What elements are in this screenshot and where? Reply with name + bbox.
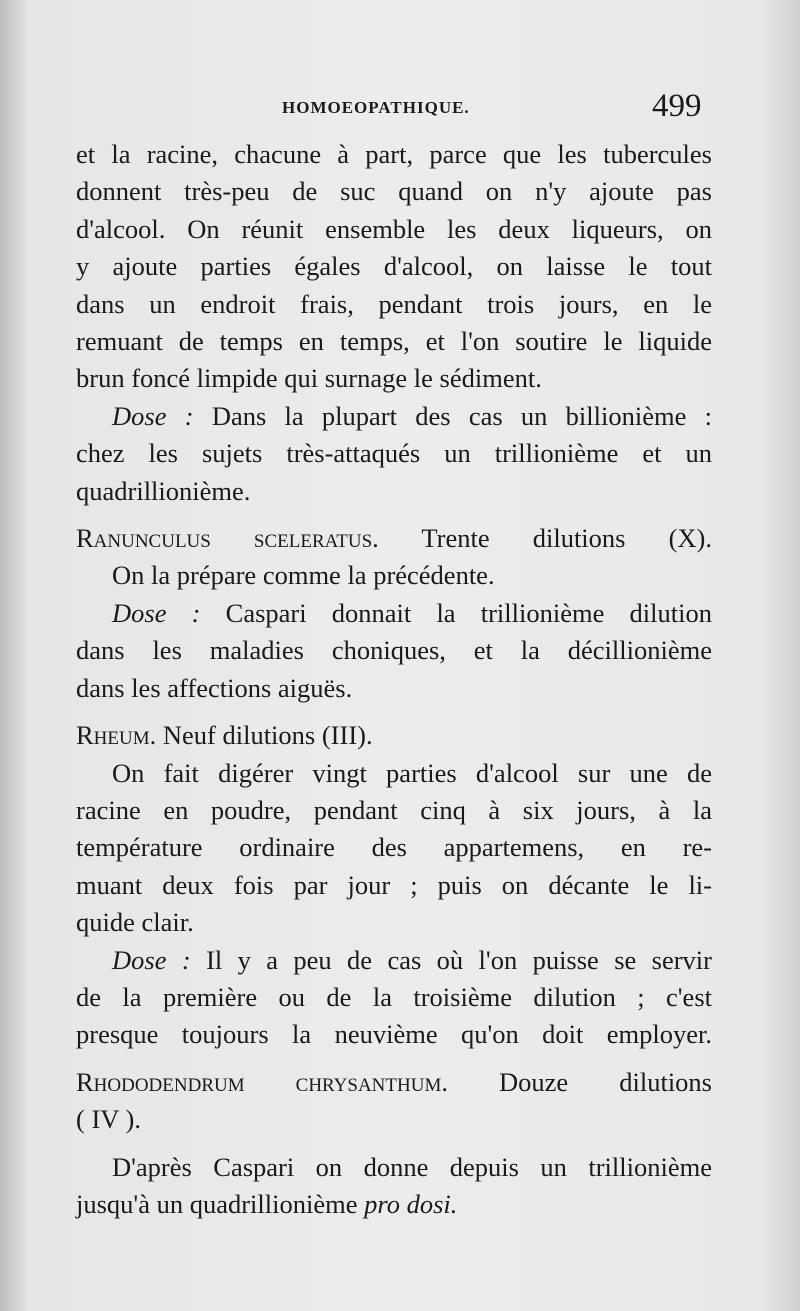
remedy-heading	[76, 520, 712, 557]
text-line: ( IV ).	[76, 1104, 142, 1135]
text-line: d'alcool. On réunit ensemble les deux liqueurs, on	[76, 213, 712, 244]
dose-line	[76, 595, 712, 632]
text-line: chez les sujets très-attaqués un trillionième et un	[76, 438, 712, 469]
paragraph-gap	[76, 1054, 712, 1064]
text-line: On la prépare comme la précédente.	[112, 560, 495, 591]
remedy-dilutions: Neuf dilutions (III).	[162, 720, 373, 751]
text-line: brun foncé limpide qui surnage le sédiment.	[76, 363, 542, 394]
text-line	[76, 1186, 712, 1223]
text-line: quadrillionième.	[76, 475, 251, 506]
dose-line	[76, 942, 712, 979]
text-line: dans un endroit frais, pendant trois jours, en le	[76, 288, 712, 319]
dose-label: Dose :	[112, 944, 191, 975]
paragraph-gap	[76, 707, 712, 717]
text-line: de la première ou de la troisième dilution ; c'est	[76, 981, 712, 1012]
remedy-heading	[76, 1064, 712, 1101]
dose-text: Caspari donnait la trillionième dilution	[225, 597, 713, 628]
page-number: 499	[652, 88, 702, 124]
dose-text: Il y a peu de cas où l'on puisse se servir	[206, 944, 712, 975]
remedy-name: Ranunculus sceleratus.	[76, 523, 379, 554]
text-fragment: jusqu'à un quadrillionième	[76, 1188, 358, 1219]
remedy-name: Rheum.	[76, 720, 157, 751]
text-line: On fait digérer vingt parties d'alcool sur une de	[112, 757, 712, 788]
dose-text: Dans la plupart des cas un billionième :	[211, 400, 712, 431]
remedy-heading	[76, 717, 712, 754]
dose-label: Dose :	[112, 597, 201, 628]
italic-phrase: pro dosi.	[364, 1188, 458, 1219]
page-body	[76, 136, 712, 1223]
text-line: D'après Caspari on donne depuis un trillionième	[112, 1151, 712, 1182]
text-line: dans les maladies choniques, et la décillionième	[76, 635, 712, 666]
paragraph-gap	[76, 1139, 712, 1149]
text-line: donnent très-peu de suc quand on n'y ajoute pas	[76, 176, 712, 207]
text-line: et la racine, chacune à part, parce que les tubercules	[76, 139, 712, 169]
text-line: y ajoute parties égales d'alcool, on laisse le tout	[76, 251, 712, 282]
text-line: température ordinaire des appartemens, en re-	[76, 832, 712, 863]
dose-line	[76, 398, 712, 435]
paragraph-gap	[76, 510, 712, 520]
remedy-dilutions: Trente dilutions (X).	[421, 523, 712, 554]
page-header	[0, 88, 800, 132]
text-line: quide clair.	[76, 907, 194, 938]
text-line: remuant de temps en temps, et l'on soutire le liquide	[76, 326, 712, 357]
remedy-dilutions: Douze dilutions	[499, 1066, 712, 1097]
text-line: muant deux fois par jour ; puis on décante le li-	[76, 869, 712, 900]
running-head: HOMOEOPATHIQUE.	[282, 98, 470, 117]
text-line: racine en poudre, pendant cinq à six jours, à la	[76, 794, 712, 825]
dose-label: Dose :	[112, 400, 194, 431]
text-line: dans les affections aiguës.	[76, 672, 353, 703]
remedy-name: Rhododendrum chrysanthum.	[76, 1066, 448, 1097]
text-line: presque toujours la neuvième qu'on doit employer.	[76, 1019, 712, 1050]
